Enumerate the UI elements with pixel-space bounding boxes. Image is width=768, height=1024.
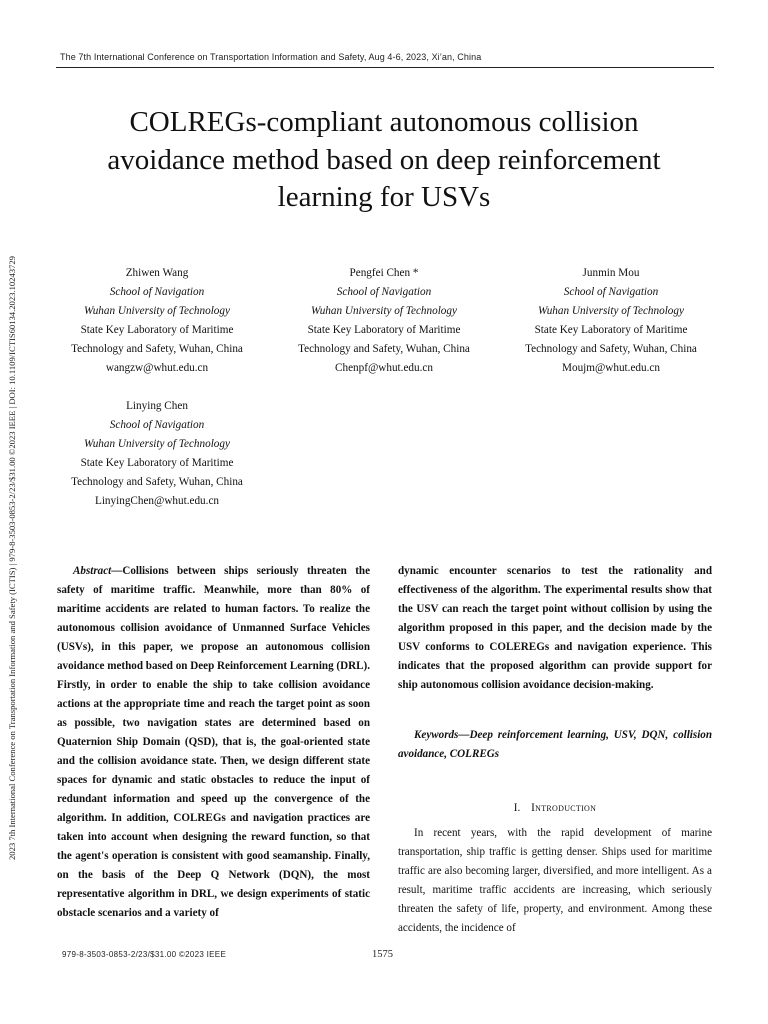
author-name: Junmin Mou (582, 267, 640, 279)
author-lab-line1: State Key Laboratory of Maritime (80, 324, 234, 336)
author-university: Wuhan University of Technology (84, 438, 230, 450)
author-school: School of Navigation (336, 286, 432, 298)
abstract-dash: — (111, 565, 123, 577)
author-block-1 (52, 264, 262, 378)
header-rule (56, 67, 714, 68)
author-lab-line2: Technology and Safety, Wuhan, China (525, 343, 697, 355)
author-school: School of Navigation (109, 419, 205, 431)
author-lab-line2: Technology and Safety, Wuhan, China (71, 343, 243, 355)
section-title: Introduction (531, 802, 597, 814)
abstract-left-text: Collisions between ships seriously threaten the safety of maritime traffic. Meanwhile, more than 80% of maritime accidents are related to human factors. To realize the autonomous collision avoidance of Unmanned Surface Vehicles (USVs), in this paper, we propose an autonomous collision avoidance method based on Deep Reinforcement Learning (DRL). Firstly, in order to enable the ship to take collision avoidance actions at the appropriate time and reach the target point as soon as possible, two navigation states are determined based on Quaternion Ship Domain (QSD), that is, the goal-oriented state and the collision avoidance state. Then, we design different state spaces for dynamic and static obstacles to reduce the input of redundant information and speed up the convergence of the algorithm. In addition, COLREGs and navigation practices are taken into account when designing the reward function, so that the agent's operation is consistent with good seamanship. Finally, on the basis of the Deep Q Network (DQN), the most representative algorithm in DRL, we design experiments of static obstacle scenarios and a variety of (57, 565, 370, 919)
author-block-4 (52, 397, 262, 511)
paper-title: COLREGs-compliant autonomous collision avoidance method based on deep reinforcement learning for USVs (107, 106, 661, 213)
keywords (398, 726, 712, 764)
author-university: Wuhan University of Technology (311, 305, 457, 317)
conference-header: The 7th International Conference on Transportation Information and Safety, Aug 4-6, 2023, Xi’an, China (60, 52, 482, 62)
abstract-right-column: dynamic encounter scenarios to test the rationality and effectiveness of the algorithm. The experimental results show that the USV can reach the target point without collision by using the algorithm proposed in this paper, and the decision made by the USV conforms to COLEREGs and navigation experience. This indicates that the proposed algorithm can provide support for ship autonomous collision avoidance decision-making. (398, 565, 712, 691)
author-block-3 (506, 264, 716, 378)
author-email: LinyingChen@whut.edu.cn (94, 495, 220, 507)
author-lab-line1: State Key Laboratory of Maritime (307, 324, 461, 336)
author-email: Moujm@whut.edu.cn (562, 362, 660, 374)
section-heading-introduction (398, 800, 712, 816)
footer-copyright: 979-8-3503-0853-2/23/$31.00 ©2023 IEEE (62, 950, 227, 959)
introduction-paragraph: In recent years, with the rapid development of marine transportation, ship traffic is getting denser. Ships used for maritime traffic are also becoming larger, diversified, and more intelligent. As a result, maritime traffic accidents are increasing, which seriously threaten the safety of life, property, and environment. Among these accidents, the incidence of (398, 827, 712, 934)
abstract-left-column (57, 562, 370, 923)
author-name: Pengfei Chen * (349, 267, 419, 279)
keywords-text: Keywords—Deep reinforcement learning, USV, DQN, collision avoidance, COLREGs (398, 729, 712, 760)
author-school: School of Navigation (109, 286, 205, 298)
author-name: Linying Chen (126, 400, 188, 412)
author-university: Wuhan University of Technology (538, 305, 684, 317)
author-email: Chenpf@whut.edu.cn (335, 362, 433, 374)
side-citation-strip (2, 170, 22, 860)
author-email: wangzw@whut.edu.cn (105, 362, 209, 374)
author-school: School of Navigation (563, 286, 659, 298)
section-number: I. (513, 802, 521, 814)
author-lab-line2: Technology and Safety, Wuhan, China (298, 343, 470, 355)
author-block-2 (279, 264, 489, 378)
author-lab-line2: Technology and Safety, Wuhan, China (71, 476, 243, 488)
author-lab-line1: State Key Laboratory of Maritime (534, 324, 688, 336)
author-university: Wuhan University of Technology (84, 305, 230, 317)
abstract-label: Abstract (73, 565, 112, 577)
page-number: 1575 (372, 949, 393, 960)
author-name: Zhiwen Wang (125, 267, 189, 279)
side-citation-text: 2023 7th International Conference on Transportation Information and Safety (ICTIS) | 979-8-3503-0853-2/23/$31.00 ©2023 IEEE | DOI: 10.1109/ICTIS60134.2023.10243729 (7, 256, 17, 860)
author-lab-line1: State Key Laboratory of Maritime (80, 457, 234, 469)
